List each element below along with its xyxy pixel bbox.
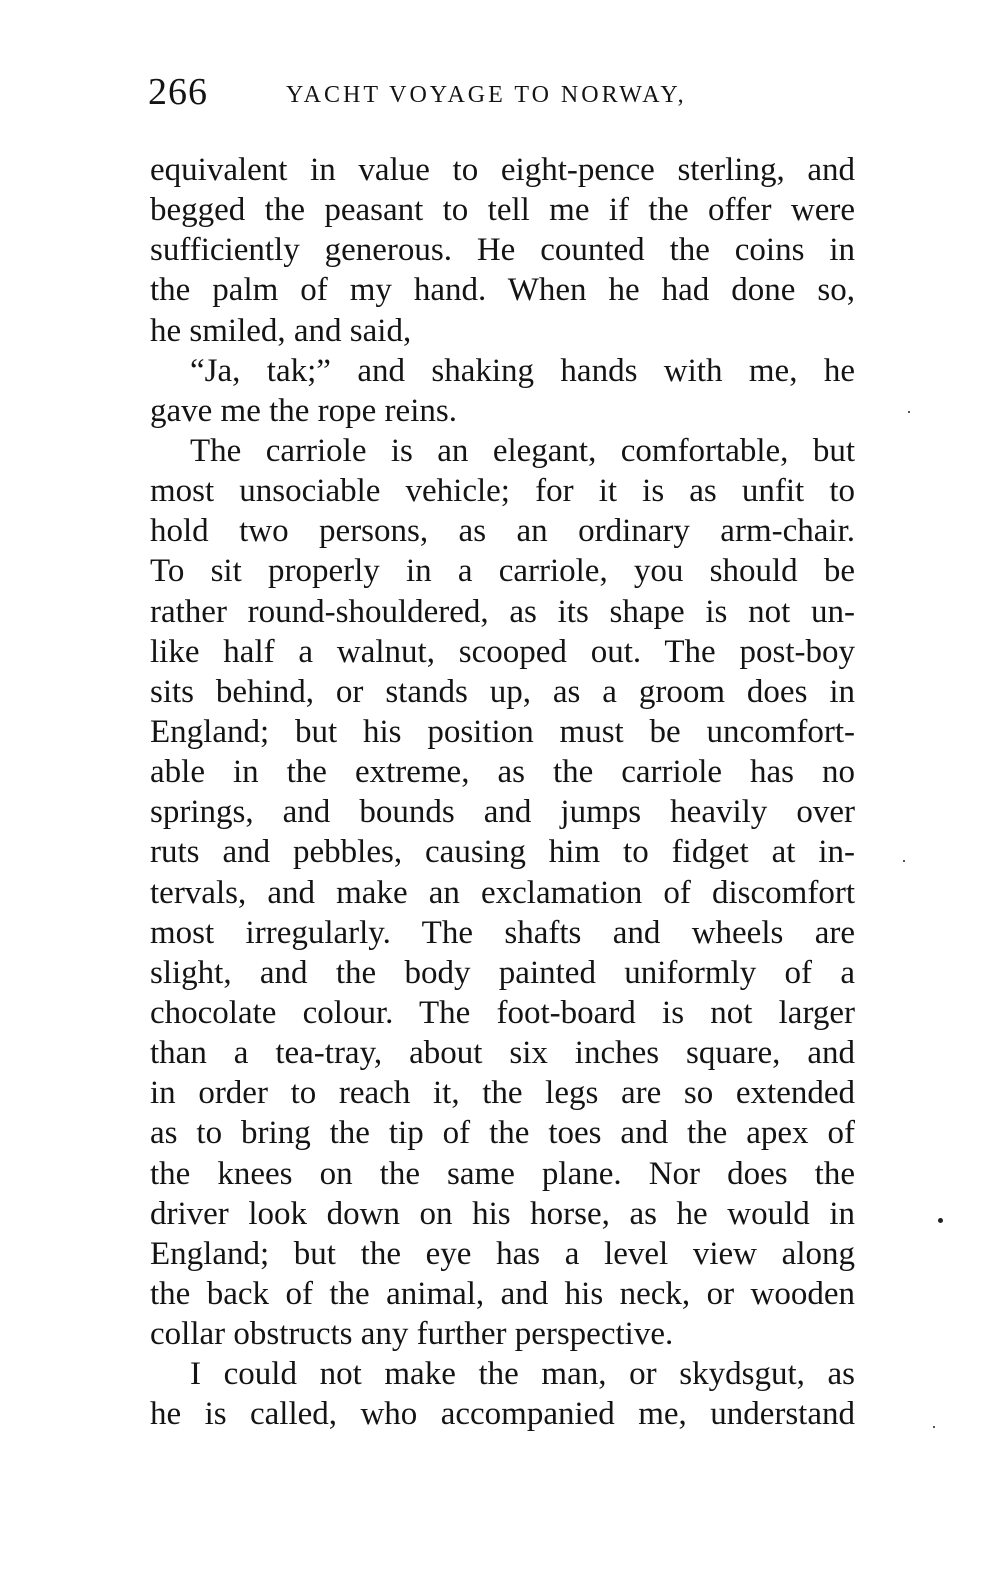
- text-line: as to bring the tip of the toes and the apex of: [150, 1115, 855, 1152]
- paragraph-start-line: “Ja, tak;” and shaking hands with me, he: [190, 352, 855, 389]
- text-line: he smiled, and said,: [150, 312, 412, 349]
- text-line: chocolate colour. The foot-board is not larger: [150, 994, 855, 1031]
- scan-speck: [933, 1426, 935, 1428]
- paragraph-start-line: The carriole is an elegant, comfortable, but: [190, 432, 855, 469]
- text-line: collar obstructs any further perspective.: [150, 1316, 674, 1353]
- text-line: ruts and pebbles, causing him to fidget at in-: [150, 834, 855, 871]
- text-line: able in the extreme, as the carriole has no: [150, 754, 855, 791]
- text-line: than a tea-tray, about six inches square, and: [150, 1035, 855, 1072]
- text-line: springs, and bounds and jumps heavily over: [150, 794, 855, 831]
- text-line: the back of the animal, and his neck, or wooden: [150, 1275, 855, 1312]
- paragraph-start-line: I could not make the man, or skydsgut, as: [190, 1356, 855, 1393]
- text-line: sits behind, or stands up, as a groom does in: [150, 673, 855, 710]
- text-line: in order to reach it, the legs are so extended: [150, 1075, 855, 1112]
- text-line: sufficiently generous. He counted the coins in: [150, 232, 855, 269]
- text-line: England; but the eye has a level view along: [150, 1235, 855, 1272]
- text-line: like half a walnut, scooped out. The post-boy: [150, 633, 855, 670]
- text-line: the knees on the same plane. Nor does the: [150, 1155, 855, 1192]
- text-line: most irregularly. The shafts and wheels are: [150, 914, 855, 951]
- text-line: England; but his position must be uncomfort-: [150, 713, 855, 750]
- scan-speck: [938, 1218, 943, 1223]
- text-line: tervals, and make an exclamation of discomfort: [150, 874, 855, 911]
- page-header: [148, 70, 848, 114]
- text-line: begged the peasant to tell me if the offer were: [150, 192, 855, 229]
- scan-speck: [908, 411, 910, 413]
- text-line: rather round-shouldered, as its shape is not un-: [150, 593, 855, 630]
- page-number: 266: [148, 71, 208, 113]
- body-text: [150, 150, 855, 1435]
- text-line: gave me the rope reins.: [150, 392, 457, 429]
- running-head: YACHT VOYAGE TO NORWAY,: [286, 82, 687, 108]
- text-line: most unsociable vehicle; for it is as unfit to: [150, 473, 855, 510]
- text-line: he is called, who accompanied me, understand: [150, 1396, 855, 1433]
- text-line: To sit properly in a carriole, you should be: [150, 553, 855, 590]
- text-line: driver look down on his horse, as he would in: [150, 1195, 855, 1232]
- text-line: the palm of my hand. When he had done so,: [150, 272, 855, 309]
- scan-speck: [903, 860, 905, 862]
- text-line: hold two persons, as an ordinary arm-chair.: [150, 513, 855, 550]
- text-line: slight, and the body painted uniformly of a: [150, 954, 855, 991]
- text-line: equivalent in value to eight-pence sterling, and: [150, 152, 855, 188]
